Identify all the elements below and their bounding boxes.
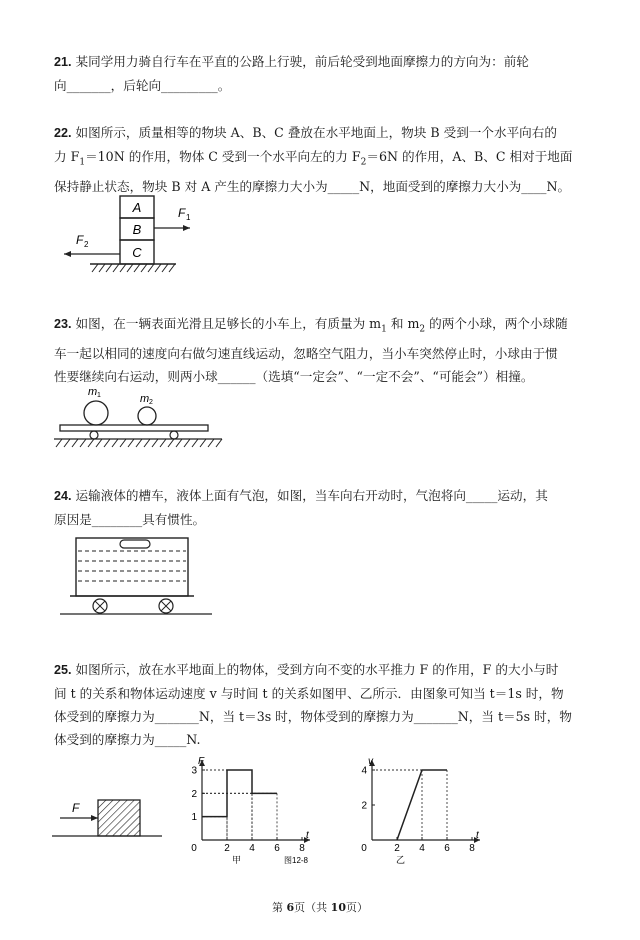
- truck-wheel-right: [159, 599, 173, 613]
- question-22: [54, 121, 584, 198]
- q21-number: 21.: [54, 55, 72, 69]
- chart-v-vs-t: [356, 750, 506, 868]
- figure-23-cart: [54, 383, 224, 451]
- q24-line-1: [54, 484, 584, 508]
- caption-yi: 乙: [396, 855, 406, 865]
- label-f2-sub: 2: [84, 240, 89, 249]
- q23-line-1: [54, 312, 584, 342]
- cart-wheel-left: [90, 431, 98, 439]
- q21-text-1: 某同学用力骑自行车在平直的公路上行驶，前后轮受到地面摩擦力的方向为：前轮: [75, 54, 529, 69]
- q22-line-1: [54, 121, 584, 145]
- v-series-line: [397, 770, 447, 840]
- q23-number: 23.: [54, 317, 72, 331]
- question-21: [54, 50, 584, 97]
- tank-body: [76, 538, 188, 596]
- force-f2-arrowhead: [64, 251, 71, 257]
- q22-text-2a: 力 F: [54, 149, 80, 164]
- push-force-arrowhead: [91, 815, 98, 821]
- ball-m2: [138, 407, 156, 425]
- force-f1-arrowhead: [183, 225, 190, 231]
- q22-number: 22.: [54, 126, 72, 140]
- air-bubble: [120, 540, 150, 548]
- label-m2: m: [140, 393, 150, 405]
- label-f2: F: [76, 233, 84, 247]
- question-25: [54, 658, 584, 751]
- label-f1: F: [178, 206, 186, 220]
- q23-text-3: 性要继续向右运动，则两小球______（选填“一定会”、“一定不会”、“可能会”）相撞。: [54, 368, 534, 384]
- q25-line-3: [54, 705, 584, 728]
- q25-line-2: [54, 682, 584, 705]
- q22-sub-2: 2: [360, 157, 367, 168]
- label-f1-sub: 1: [186, 213, 191, 222]
- label-c: C: [132, 245, 142, 260]
- footer-mid: 页（共: [294, 901, 331, 914]
- v-x-tick-label-2: 2: [394, 843, 400, 854]
- q23-line-2: [54, 342, 584, 365]
- q23-text-1c: 的两个小球，两个小球随: [425, 316, 568, 331]
- footer-pre: 第: [272, 901, 287, 914]
- ball-m1: [84, 401, 108, 425]
- question-23: [54, 312, 584, 388]
- q23-sub-1: 1: [381, 324, 387, 335]
- q23-sub-2: 2: [419, 324, 426, 335]
- q23-text-1a: 如图，在一辆表面光滑且足够长的小车上，有质量为 m: [75, 316, 382, 331]
- q21-text-2: 向_______，后轮向_________。: [54, 78, 231, 93]
- chart-f-vs-t: [186, 750, 336, 868]
- f-tick-labels: [191, 766, 305, 855]
- ground-hatch: [92, 264, 175, 272]
- v-x-tick-label-4: 4: [419, 843, 425, 854]
- q25-text-3: 体受到的摩擦力为_______N，当 t＝3s 时，物体受到的摩擦力为_______N，当 t＝5s 时，物: [54, 709, 572, 724]
- v-axis-ylabel: v: [368, 756, 373, 767]
- figure-22-blocks: [58, 192, 198, 284]
- v-x-tick-label-8: 8: [469, 843, 475, 854]
- q24-text-1: 运输液体的槽车，液体上面有气泡，如图，当车向右开动时，气泡将向_____运动，其: [75, 488, 548, 503]
- q25-text-4: 体受到的摩擦力为_____N.: [54, 732, 201, 747]
- q21-line-1: [54, 50, 584, 74]
- cart-wheel-right: [170, 431, 178, 439]
- caption-jia: 甲: [232, 855, 242, 865]
- q25-number: 25.: [54, 663, 72, 677]
- q23-text-2: 车一起以相同的速度向右做匀速直线运动，忽略空气阻力，当小车突然停止时，小球由于惯: [54, 345, 558, 361]
- f-x-tick-label-0: 0: [191, 843, 197, 854]
- f-axis-xlabel: t: [306, 830, 309, 841]
- v-y-tick-label-2: 2: [361, 800, 367, 812]
- q22-text-3: 保持静止状态，物块 B 对 A 产生的摩擦力大小为_____N，地面受到的摩擦力大小为____N。: [54, 178, 571, 194]
- caption-figure-number: 图12-8: [284, 856, 309, 865]
- q24-line-2: [54, 508, 584, 531]
- f-x-tick-label-2: 2: [224, 843, 230, 854]
- v-x-tick-label-0: 0: [361, 843, 367, 854]
- label-m2-sub: 2: [149, 399, 153, 406]
- v-axis-xlabel: t: [476, 830, 479, 841]
- f-x-tick-label-4: 4: [249, 843, 255, 854]
- f-axes: [199, 760, 310, 843]
- liquid-lines: [78, 551, 186, 581]
- q23-text-1b: 和 m: [386, 316, 420, 331]
- page-footer: [0, 899, 640, 915]
- v-axes: [369, 760, 480, 843]
- q25-line-1: [54, 658, 584, 682]
- label-m1-sub: 1: [97, 392, 101, 399]
- v-series-polyline: [397, 770, 447, 840]
- f-guides: [202, 770, 277, 840]
- q22-text-2c: ＝6N 的作用，A、B、C 相对于地面: [366, 149, 573, 164]
- road-hatch: [56, 439, 222, 447]
- q24-number: 24.: [54, 489, 72, 503]
- label-b: B: [132, 222, 142, 237]
- v-x-tick-label-6: 6: [444, 843, 450, 854]
- q24-text-2: 原因是________具有惯性。: [54, 512, 206, 527]
- f-x-tick-label-8: 8: [299, 843, 305, 854]
- label-push-f: F: [72, 801, 80, 815]
- f-y-tick-label-2: 2: [191, 788, 197, 800]
- truck-wheel-left: [93, 599, 107, 613]
- q25-text-2: 间 t 的关系和物体运动速度 v 与时间 t 的关系如图甲、乙所示．由图象可知当 t＝1s 时，物: [54, 686, 564, 701]
- label-m1: m: [88, 386, 98, 398]
- cart-body: [60, 425, 208, 431]
- q25-line-4: [54, 728, 584, 751]
- f-x-tick-label-6: 6: [274, 843, 280, 854]
- figure-24-tank-truck: [60, 534, 215, 622]
- footer-post: 页）: [345, 901, 368, 914]
- f-axis-ylabel: F: [198, 756, 205, 767]
- q22-line-2: [54, 145, 584, 175]
- f-y-tick-label-3: 3: [191, 765, 197, 777]
- q25-text-1: 如图所示，放在水平地面上的物体，受到方向不变的水平推力 F 的作用，F 的大小与时: [75, 662, 559, 677]
- question-24: [54, 484, 584, 531]
- f-y-tick-label-1: 1: [191, 812, 197, 824]
- footer-total-pages: 10: [330, 901, 346, 914]
- label-a: A: [132, 200, 142, 215]
- q22-text-1: 如图所示，质量相等的物块 A、B、C 叠放在水平地面上，物块 B 受到一个水平向右的: [75, 125, 557, 140]
- q21-line-2: [54, 74, 584, 97]
- v-y-tick-label-4: 4: [361, 765, 367, 777]
- figure-25-pushed-block: [52, 790, 172, 850]
- hatched-block: [98, 800, 140, 836]
- q22-sub-1: 1: [79, 157, 86, 168]
- footer-page-number: 6: [286, 901, 295, 914]
- q22-text-2b: ＝10N 的作用，物体 C 受到一个水平向左的力 F: [85, 149, 361, 164]
